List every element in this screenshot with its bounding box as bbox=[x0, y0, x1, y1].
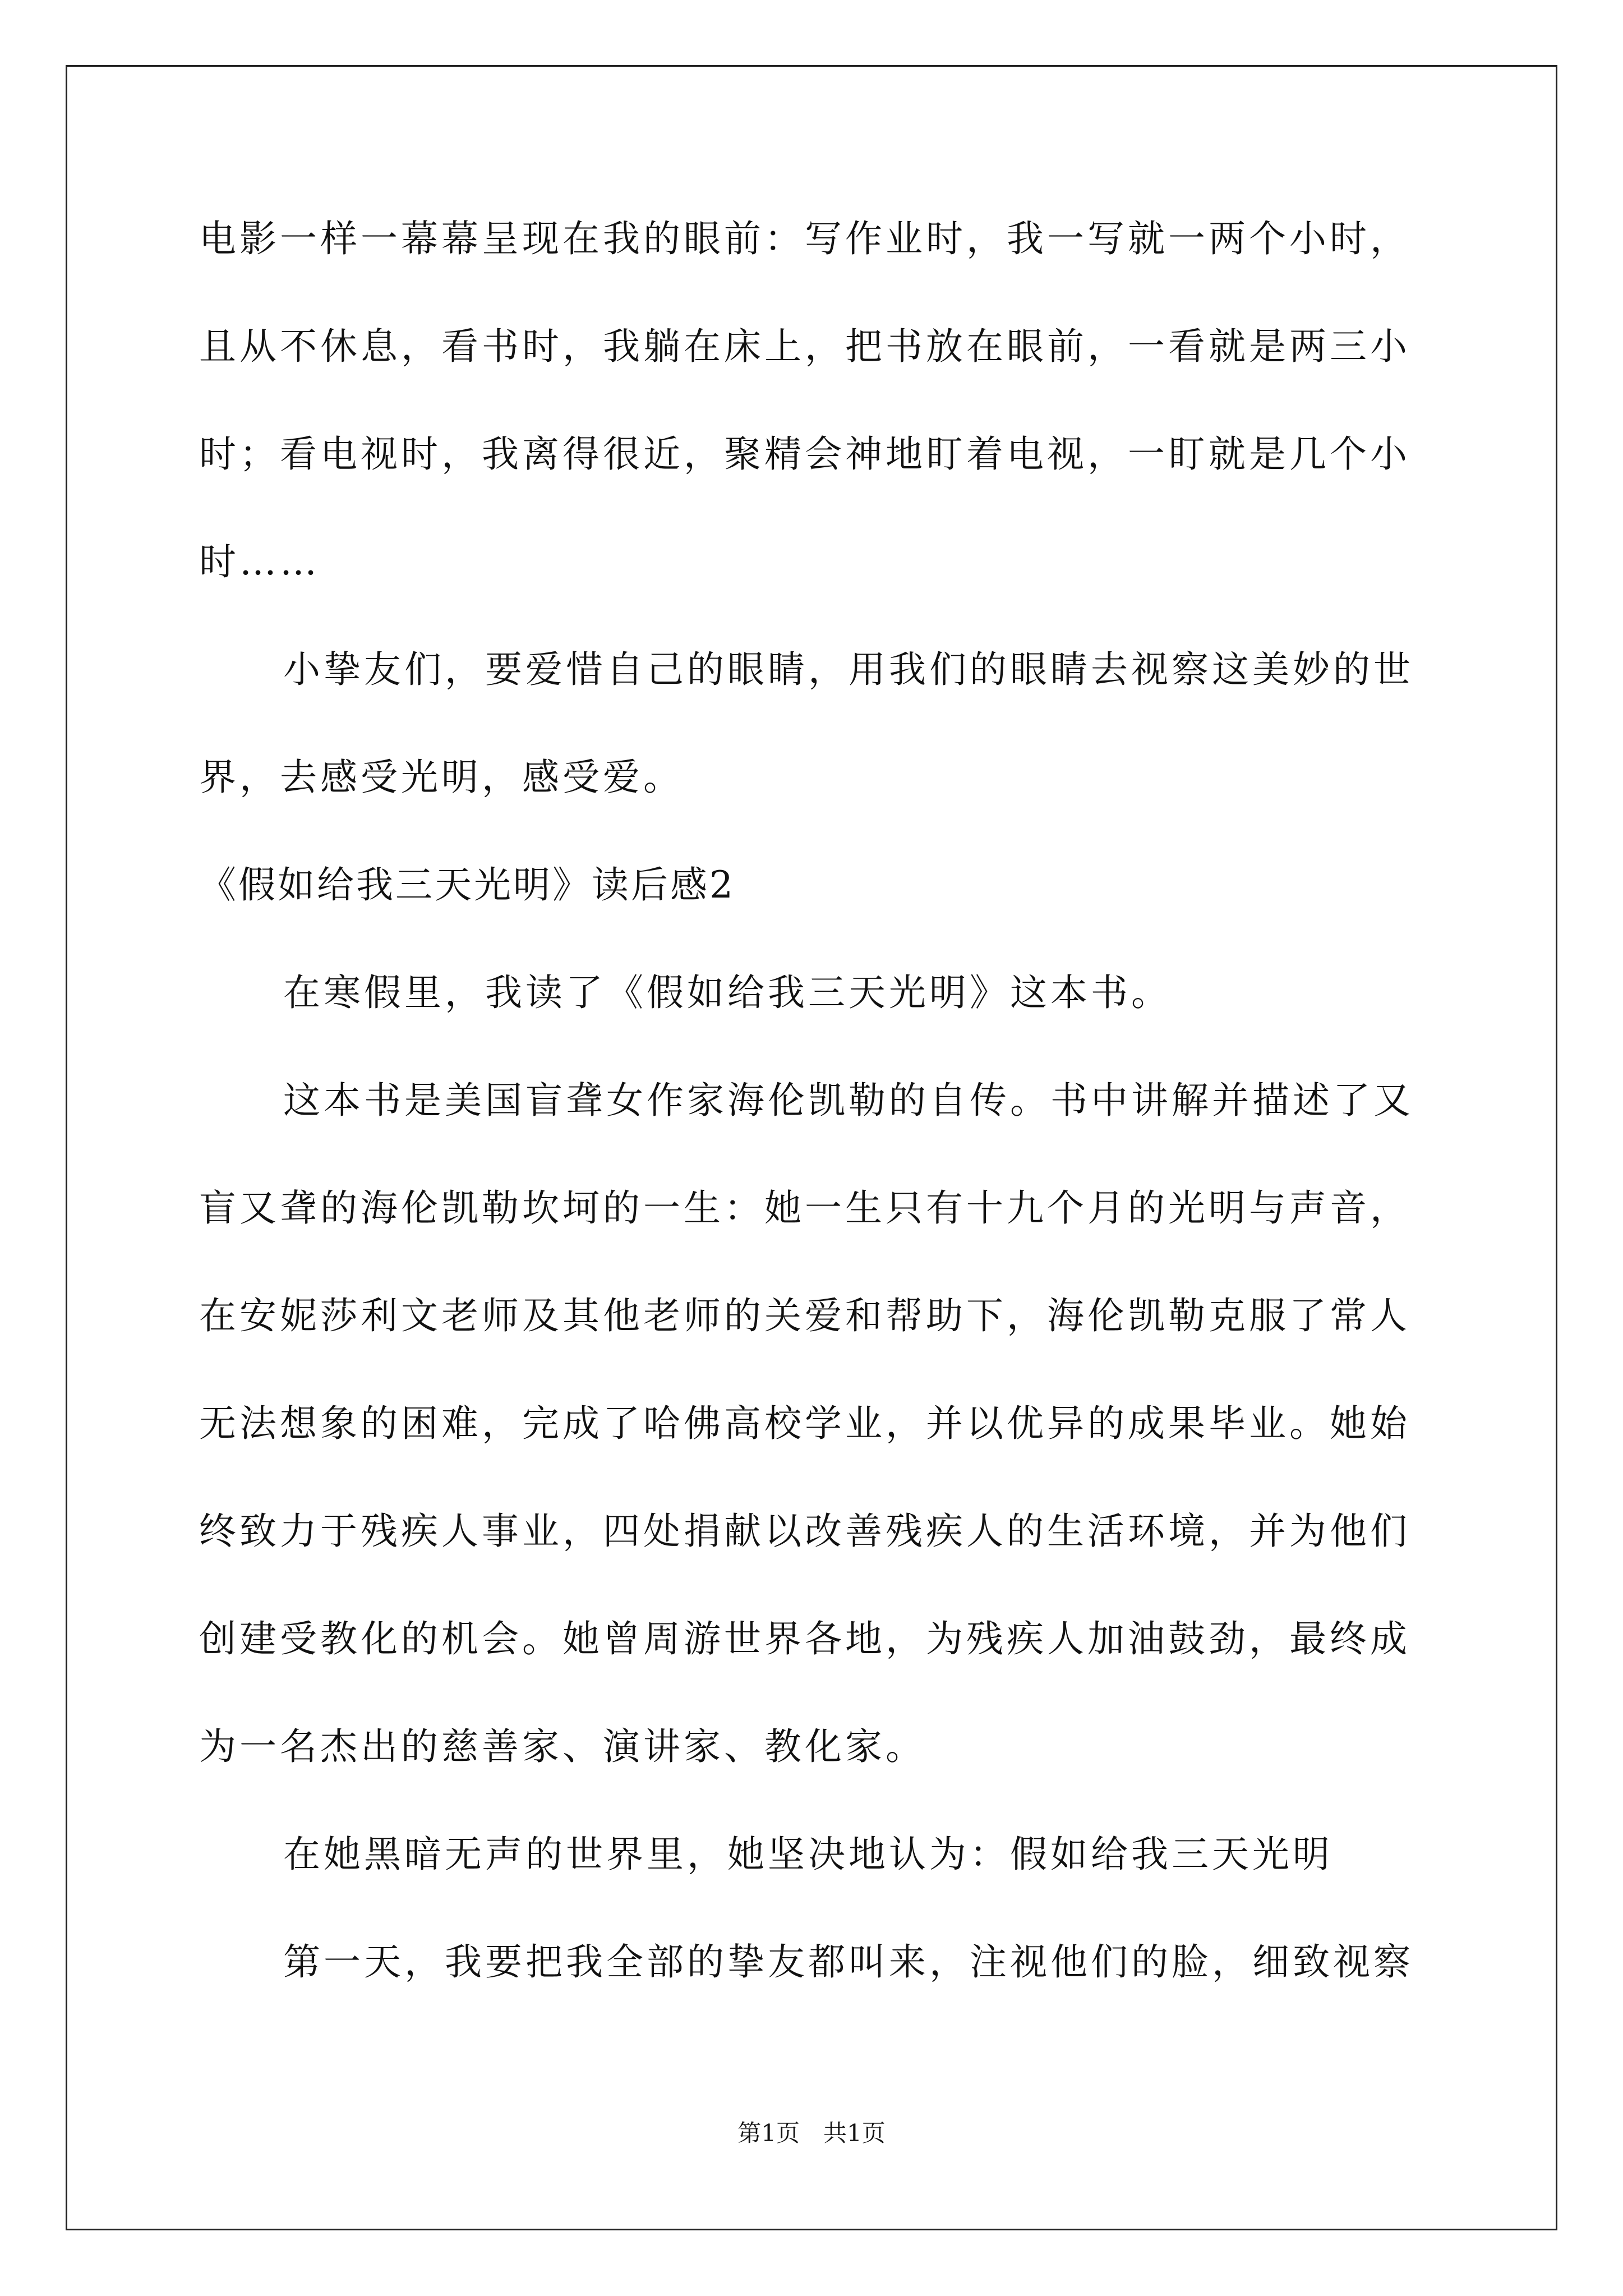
text-line: 电影一样一幕幕呈现在我的眼前：写作业时，我一写就一两个小时， bbox=[199, 217, 1410, 260]
text-line: 终致力于残疾人事业，四处捐献以改善残疾人的生活环境，并为他们 bbox=[199, 1510, 1410, 1553]
text-line: 这本书是美国盲聋女作家海伦凯勒的自传。书中讲解并描述了又 bbox=[283, 1079, 1414, 1122]
text-line: 时…… bbox=[199, 540, 320, 583]
text-line: 且从不休息，看书时，我躺在床上，把书放在眼前，一看就是两三小 bbox=[199, 325, 1410, 368]
text-line: 在寒假里，我读了《假如给我三天光明》这本书。 bbox=[283, 971, 1172, 1014]
text-line: 在安妮莎利文老师及其他老师的关爱和帮助下，海伦凯勒克服了常人 bbox=[199, 1294, 1410, 1337]
text-line: 第一天，我要把我全部的挚友都叫来，注视他们的脸，细致视察 bbox=[283, 1940, 1414, 1984]
text-line: 盲又聋的海伦凯勒坎坷的一生：她一生只有十九个月的光明与声音， bbox=[199, 1186, 1410, 1230]
text-line: 时；看电视时，我离得很近，聚精会神地盯着电视，一盯就是几个小 bbox=[199, 432, 1410, 476]
text-line: 为一名杰出的慈善家、演讲家、教化家。 bbox=[199, 1725, 926, 1768]
text-line: 小挚友们，要爱惜自己的眼睛，用我们的眼睛去视察这美妙的世 bbox=[283, 648, 1414, 691]
page-number: 第1页 共1页 bbox=[737, 2119, 886, 2147]
text-line: 在她黑暗无声的世界里，她坚决地认为：假如给我三天光明 bbox=[283, 1833, 1333, 1876]
text-line: 界，去感受光明，感受爱。 bbox=[199, 756, 684, 799]
text-line: 无法想象的困难，完成了哈佛高校学业，并以优异的成果毕业。她始 bbox=[199, 1402, 1410, 1445]
document-body bbox=[199, 185, 1430, 2016]
section-heading: 《假如给我三天光明》读后感2 bbox=[199, 863, 735, 907]
text-line: 创建受教化的机会。她曾周游世界各地，为残疾人加油鼓劲，最终成 bbox=[199, 1617, 1410, 1660]
